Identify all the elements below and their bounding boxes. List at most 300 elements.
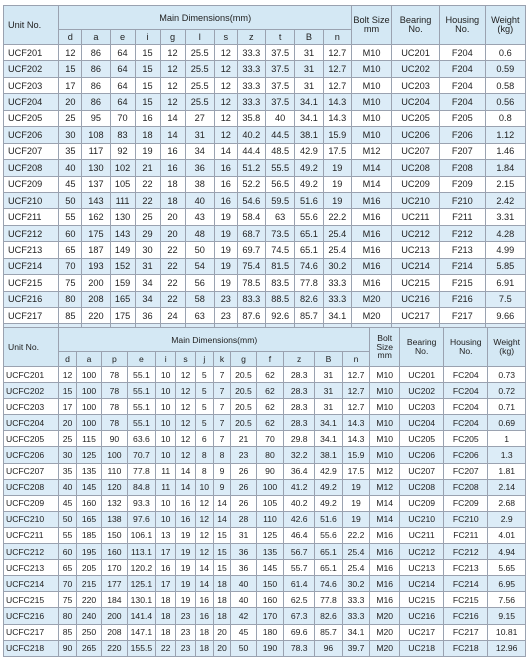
table-cell: 15.9: [342, 447, 370, 463]
table-cell: 83: [110, 127, 135, 143]
table-cell: 17.5: [323, 143, 351, 159]
table-cell: 240: [76, 608, 101, 624]
table-cell: M10: [351, 94, 391, 110]
table-row: [4, 176, 526, 192]
table-cell: 0.73: [488, 367, 526, 383]
table-cell: 23: [176, 608, 196, 624]
table-cell: 100: [76, 383, 101, 399]
table-cell: 65: [59, 242, 82, 258]
table-cell: 200: [102, 608, 127, 624]
table-cell: F204: [439, 61, 485, 77]
table-cell: UC207: [400, 463, 444, 479]
table-cell: UC203: [392, 77, 440, 93]
unit-no-cell: UCF212: [4, 225, 59, 241]
table-cell: 16: [176, 495, 196, 511]
table-cell: 55.7: [284, 560, 315, 576]
table-cell: 17: [59, 77, 82, 93]
dim-header-t: t: [265, 30, 294, 45]
table-cell: 19: [176, 592, 196, 608]
table-cell: 20: [160, 225, 185, 241]
table-cell: 62: [256, 415, 284, 431]
dim-header-j: j: [195, 352, 213, 367]
table-cell: 14: [160, 110, 185, 126]
table-cell: 86: [82, 45, 110, 61]
table-cell: M20: [370, 608, 400, 624]
table-cell: 56.5: [265, 176, 294, 192]
table-cell: 33.3: [237, 61, 265, 77]
unit-no-cell: UCFC205: [4, 431, 59, 447]
table-cell: 14: [176, 463, 196, 479]
table-cell: 49.2: [295, 160, 323, 176]
table-cell: FC216: [444, 608, 488, 624]
table-cell: 55: [59, 527, 77, 543]
table-cell: UC209: [392, 176, 440, 192]
table-row: [4, 291, 526, 307]
table-cell: 51.2: [237, 160, 265, 176]
table-cell: 19: [214, 242, 237, 258]
table-cell: M12: [370, 479, 400, 495]
table-cell: M10: [370, 447, 400, 463]
table-cell: 15: [59, 383, 77, 399]
table-cell: 6.91: [485, 275, 525, 291]
table-cell: 19: [214, 209, 237, 225]
table-cell: 7: [213, 431, 231, 447]
table-cell: 78: [102, 383, 127, 399]
table-cell: 165: [76, 511, 101, 527]
table-cell: 55.6: [295, 209, 323, 225]
table-cell: UC203: [400, 399, 444, 415]
table-cell: 117: [82, 143, 110, 159]
table-cell: 11: [156, 479, 176, 495]
table-cell: 1: [488, 431, 526, 447]
table-cell: 16: [156, 560, 176, 576]
table-cell: 35: [59, 143, 82, 159]
table-cell: 12: [176, 367, 196, 383]
table-cell: 143: [82, 192, 110, 208]
table-cell: 132: [102, 495, 127, 511]
table-cell: 31: [185, 127, 214, 143]
unit-no-cell: UCF211: [4, 209, 59, 225]
table-cell: 70.7: [127, 447, 156, 463]
table-cell: 125: [256, 527, 284, 543]
table-cell: 16: [214, 176, 237, 192]
table-cell: 0.58: [485, 77, 525, 93]
table-cell: 25: [59, 431, 77, 447]
unit-no-cell: UCF207: [4, 143, 59, 159]
unit-no-cell: UCF201: [4, 45, 59, 61]
table-cell: 105: [256, 495, 284, 511]
table-row: [4, 447, 526, 463]
unit-no-cell: UCFC203: [4, 399, 59, 415]
table-row: [4, 94, 526, 110]
unit-no-cell: UCFC207: [4, 463, 59, 479]
table-cell: 16: [160, 143, 185, 159]
table-row: [4, 624, 526, 640]
table-cell: 31: [315, 399, 343, 415]
table-cell: 160: [256, 592, 284, 608]
table-cell: 1.81: [488, 463, 526, 479]
table-cell: 55.1: [127, 399, 156, 415]
dim-header-e: e: [127, 352, 156, 367]
dim-header-B: B: [295, 30, 323, 45]
unit-no-header: Unit No.: [4, 6, 59, 45]
table-cell: 12: [195, 544, 213, 560]
table-cell: 5.85: [485, 258, 525, 274]
table-cell: 65.1: [315, 560, 343, 576]
table-cell: UC211: [400, 527, 444, 543]
table-cell: 1.46: [485, 143, 525, 159]
table-cell: M10: [351, 45, 391, 61]
table-cell: M20: [351, 308, 391, 324]
table-row: [4, 45, 526, 61]
table-cell: 20: [59, 415, 77, 431]
table-cell: FC204: [444, 383, 488, 399]
table-cell: 12: [160, 94, 185, 110]
housing-no-header: Housing No.: [444, 328, 488, 367]
dim-header-z: z: [284, 352, 315, 367]
table-cell: 12.7: [323, 45, 351, 61]
table-row: [4, 192, 526, 208]
table-cell: 18: [213, 608, 231, 624]
table-cell: 33.3: [237, 77, 265, 93]
table-cell: 49.2: [315, 495, 343, 511]
table-cell: 52.2: [237, 176, 265, 192]
table-row: [4, 383, 526, 399]
table-cell: 18: [213, 592, 231, 608]
table-cell: 9.66: [485, 308, 525, 324]
table-cell: 34.1: [323, 308, 351, 324]
table-cell: 19: [323, 160, 351, 176]
table-cell: 29: [135, 225, 160, 241]
table-cell: 32.2: [284, 447, 315, 463]
table-cell: 63: [265, 209, 294, 225]
table-cell: 34: [185, 143, 214, 159]
table-cell: 40.2: [284, 495, 315, 511]
table-cell: 20.5: [231, 383, 256, 399]
table-cell: 22.2: [323, 209, 351, 225]
table-cell: 55.6: [315, 527, 343, 543]
dim-header-f: f: [256, 352, 284, 367]
table-cell: 59.5: [265, 192, 294, 208]
table-cell: 170: [256, 608, 284, 624]
table-cell: 14: [214, 143, 237, 159]
table-cell: 0.72: [488, 383, 526, 399]
dim-header-n: n: [323, 30, 351, 45]
table-cell: 97.6: [127, 511, 156, 527]
table-cell: 159: [110, 275, 135, 291]
table-cell: 42.6: [284, 511, 315, 527]
table-cell: 78.5: [237, 275, 265, 291]
unit-no-cell: UCFC217: [4, 624, 59, 640]
table-cell: 31: [315, 383, 343, 399]
table-cell: M10: [370, 415, 400, 431]
table-cell: 70: [256, 431, 284, 447]
table-cell: 67.3: [284, 608, 315, 624]
table-cell: 102: [110, 160, 135, 176]
unit-no-cell: UCFC201: [4, 367, 59, 383]
dim-header-g: g: [160, 30, 185, 45]
table-cell: 20: [213, 640, 231, 656]
table-cell: 12: [160, 77, 185, 93]
table-cell: 22: [135, 176, 160, 192]
table-row: [4, 431, 526, 447]
table-cell: 125.1: [127, 576, 156, 592]
table-row: [4, 308, 526, 324]
table-row: [4, 61, 526, 77]
table-cell: 45: [59, 176, 82, 192]
table-cell: M16: [351, 258, 391, 274]
table-cell: 49.2: [315, 479, 343, 495]
table-cell: 15: [135, 45, 160, 61]
table-cell: 23: [214, 291, 237, 307]
table-cell: 78: [102, 399, 127, 415]
table-cell: 12: [195, 527, 213, 543]
table-row: [4, 225, 526, 241]
table-cell: 62: [256, 383, 284, 399]
table-cell: 12: [214, 110, 237, 126]
table-cell: 56.7: [284, 544, 315, 560]
dim-header-a: a: [82, 30, 110, 45]
table-cell: 31: [231, 527, 256, 543]
table-cell: UC218: [400, 640, 444, 656]
table-row: [4, 576, 526, 592]
table-row: [4, 160, 526, 176]
table-cell: M16: [351, 225, 391, 241]
table-cell: 5: [195, 415, 213, 431]
table-cell: 50: [59, 192, 82, 208]
table-cell: F216: [439, 291, 485, 307]
table-cell: 16: [176, 511, 196, 527]
table-cell: 208: [102, 624, 127, 640]
table-row: [4, 415, 526, 431]
table-cell: 78: [102, 415, 127, 431]
table-cell: 125: [76, 447, 101, 463]
table-cell: 10: [156, 399, 176, 415]
dim-header-a: a: [76, 352, 101, 367]
table-cell: 162: [82, 209, 110, 225]
table-cell: 12: [214, 61, 237, 77]
table-cell: 10: [195, 479, 213, 495]
table-cell: 4.99: [485, 242, 525, 258]
table-cell: 80: [59, 608, 77, 624]
unit-no-cell: UCF214: [4, 258, 59, 274]
table-cell: 10: [156, 431, 176, 447]
unit-no-cell: UCF216: [4, 291, 59, 307]
table-cell: 55.5: [265, 160, 294, 176]
table-cell: 81.5: [265, 258, 294, 274]
table-cell: 13: [156, 527, 176, 543]
table-cell: 10: [156, 383, 176, 399]
unit-no-cell: UCFC215: [4, 592, 59, 608]
table-cell: 15: [135, 61, 160, 77]
table-cell: 135: [256, 544, 284, 560]
table-row: [4, 495, 526, 511]
table-cell: 7: [213, 399, 231, 415]
table-cell: 22: [160, 291, 185, 307]
unit-no-cell: UCFC208: [4, 479, 59, 495]
table-cell: 12.7: [342, 383, 370, 399]
table-cell: 15.9: [323, 127, 351, 143]
table-cell: 3.31: [485, 209, 525, 225]
table-cell: 145: [76, 479, 101, 495]
table-cell: 111: [110, 192, 135, 208]
main-dimensions-header: Main Dimensions(mm): [59, 6, 351, 30]
table-cell: 19: [214, 275, 237, 291]
table-cell: 16: [214, 160, 237, 176]
table-cell: 19: [342, 511, 370, 527]
table-cell: 19: [342, 479, 370, 495]
table-cell: 4.28: [485, 225, 525, 241]
table-cell: 14: [176, 479, 196, 495]
table-cell: 17: [59, 399, 77, 415]
table-cell: 90: [256, 463, 284, 479]
table-cell: 55: [59, 209, 82, 225]
dim-header-p: p: [102, 352, 127, 367]
table-cell: 36: [185, 160, 214, 176]
table-cell: 152: [110, 258, 135, 274]
dim-header-n: n: [342, 352, 370, 367]
table-cell: 12: [160, 61, 185, 77]
unit-no-cell: UCF203: [4, 77, 59, 93]
table-cell: 60: [59, 544, 77, 560]
weight-header: Weight (kg): [485, 6, 525, 45]
table-cell: M16: [370, 527, 400, 543]
table-cell: 9: [213, 479, 231, 495]
table-cell: UC205: [400, 431, 444, 447]
dim-header-k: k: [213, 352, 231, 367]
table-cell: 143: [110, 225, 135, 241]
table-cell: UC217: [392, 308, 440, 324]
table-cell: 80: [256, 447, 284, 463]
table-cell: M16: [351, 275, 391, 291]
unit-no-cell: UCFC210: [4, 511, 59, 527]
table-cell: 31: [295, 45, 323, 61]
table-cell: M10: [351, 110, 391, 126]
table-cell: F208: [439, 160, 485, 176]
table-cell: 138: [102, 511, 127, 527]
table-cell: 86: [82, 94, 110, 110]
table-cell: 74.5: [265, 242, 294, 258]
table-cell: F204: [439, 77, 485, 93]
dim-header-g: g: [231, 352, 256, 367]
table-cell: 18: [156, 608, 176, 624]
table-cell: 42: [231, 608, 256, 624]
table-cell: 14.3: [323, 94, 351, 110]
table-cell: 14: [195, 560, 213, 576]
table-cell: 34.1: [315, 415, 343, 431]
table-cell: 92: [110, 143, 135, 159]
table-cell: FC214: [444, 576, 488, 592]
table-cell: F207: [439, 143, 485, 159]
table-cell: 220: [102, 640, 127, 656]
table-cell: M10: [370, 431, 400, 447]
table-cell: 22: [135, 192, 160, 208]
table-cell: 23: [176, 640, 196, 656]
table-cell: 42.9: [315, 463, 343, 479]
table-cell: 190: [256, 640, 284, 656]
table-cell: 12: [214, 45, 237, 61]
table-cell: 195: [76, 544, 101, 560]
table-cell: 85: [59, 624, 77, 640]
table-cell: 220: [76, 592, 101, 608]
table-cell: 19: [176, 527, 196, 543]
unit-no-cell: UCF204: [4, 94, 59, 110]
table-row: [4, 511, 526, 527]
table-cell: 19: [176, 576, 196, 592]
table-cell: 7.5: [485, 291, 525, 307]
table-cell: 30.2: [323, 258, 351, 274]
unit-no-cell: UCFC206: [4, 447, 59, 463]
table-cell: 12.7: [342, 399, 370, 415]
table-cell: 54.6: [237, 192, 265, 208]
table-cell: 49.2: [295, 176, 323, 192]
table-cell: 77.8: [315, 592, 343, 608]
table-cell: 12.7: [323, 77, 351, 93]
table-cell: 19: [135, 143, 160, 159]
table-cell: 100: [76, 367, 101, 383]
table-cell: 108: [82, 127, 110, 143]
table-cell: 70: [110, 110, 135, 126]
table-cell: 82.6: [315, 608, 343, 624]
table-cell: 12: [195, 511, 213, 527]
table-cell: FC211: [444, 527, 488, 543]
table-cell: 36: [231, 544, 256, 560]
table-cell: 5: [195, 399, 213, 415]
table-cell: 37.5: [265, 94, 294, 110]
table-cell: 65: [59, 560, 77, 576]
table-cell: 12: [59, 367, 77, 383]
table-cell: F210: [439, 192, 485, 208]
table-row: [4, 127, 526, 143]
table-cell: 12: [176, 415, 196, 431]
table-cell: 16: [214, 192, 237, 208]
table-cell: 25.5: [185, 94, 214, 110]
table-cell: 55.1: [127, 367, 156, 383]
table-cell: UC215: [392, 275, 440, 291]
table-cell: 7: [213, 383, 231, 399]
table-cell: 12: [176, 447, 196, 463]
table-cell: 37.5: [265, 77, 294, 93]
table-cell: 19: [342, 495, 370, 511]
unit-no-cell: UCFC213: [4, 560, 59, 576]
table-cell: UC214: [400, 576, 444, 592]
table-cell: 44.5: [265, 127, 294, 143]
table-cell: FC210: [444, 511, 488, 527]
table-cell: 31: [295, 61, 323, 77]
table-cell: 16: [135, 110, 160, 126]
table-cell: 9.15: [488, 608, 526, 624]
table-row: [4, 463, 526, 479]
table-cell: 85.7: [315, 624, 343, 640]
table-cell: 149: [110, 242, 135, 258]
table-cell: 21: [231, 431, 256, 447]
table-cell: 58: [185, 291, 214, 307]
table-cell: 135: [76, 463, 101, 479]
table-cell: 36: [135, 308, 160, 324]
table-cell: 31: [295, 77, 323, 93]
table-cell: FC204: [444, 367, 488, 383]
table-cell: UC202: [392, 61, 440, 77]
table-cell: 28: [231, 511, 256, 527]
table-cell: FC218: [444, 640, 488, 656]
table-cell: 18: [160, 176, 185, 192]
table-cell: 215: [76, 576, 101, 592]
table-cell: 0.56: [485, 94, 525, 110]
table-cell: 62: [256, 399, 284, 415]
housing-no-header: Housing No.: [439, 6, 485, 45]
table-cell: 33.3: [323, 275, 351, 291]
table-row: [4, 544, 526, 560]
